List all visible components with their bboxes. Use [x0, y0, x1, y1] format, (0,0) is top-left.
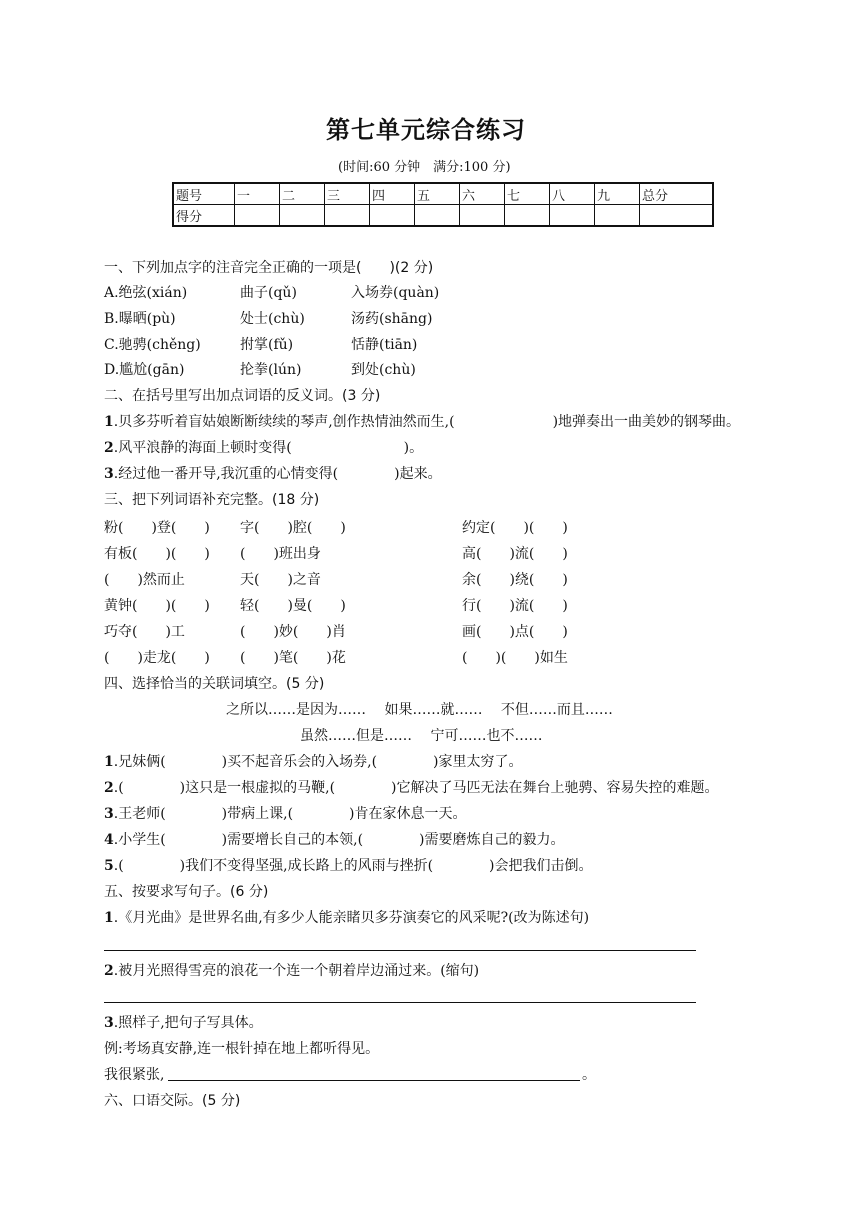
score-table	[172, 182, 714, 227]
option-c-1[interactable]: C.驰骋(chěng)	[104, 337, 201, 353]
answer-line[interactable]	[104, 1002, 696, 1003]
idiom-fill: 字( )腔( )	[240, 520, 346, 536]
question-text: 贝多芬听着盲姑娘断断续续的琴声,创作热情油然而生,( )地弹奏出一曲美妙的钢琴曲。	[118, 414, 741, 430]
question-text: .照样子,把句子写具体。	[113, 1015, 263, 1031]
question-2-1: 1.贝多芬听着盲姑娘断断续续的琴声,创作热情油然而生,( )地弹奏出一曲美妙的钢琴曲。	[104, 414, 741, 430]
sentence-prompt: 我很紧张,	[104, 1067, 165, 1083]
section-6-heading: 六、口语交际。(5 分)	[104, 1093, 241, 1109]
question-text: 经过他一番开导,我沉重的心情变得( )起来。	[118, 466, 442, 482]
question-number: 2	[104, 440, 114, 456]
idiom-fill: 余( )绕( )	[462, 572, 568, 588]
idiom-fill: 天( )之音	[240, 572, 321, 588]
section-1-heading: 一、下列加点字的注音完全正确的一项是( )(2 分)	[104, 260, 434, 276]
option-a-3: 入场券(quàn)	[351, 285, 440, 301]
score-cell: 七	[505, 183, 550, 205]
question-number: 3	[104, 1015, 114, 1031]
question-number: 1	[104, 910, 114, 926]
score-table-score-row	[173, 205, 713, 227]
score-cell: 八	[550, 183, 595, 205]
page-subtitle: (时间:60 分钟 满分:100 分)	[338, 160, 511, 175]
question-text: 小学生( )需要增长自己的本领,( )需要磨炼自己的毅力。	[118, 832, 565, 848]
question-number: 5	[104, 858, 114, 874]
question-4-2: 2.( )这只是一根虚拟的马鞭,( )它解决了马匹无法在舞台上驰骋、容易失控的难题。	[104, 780, 719, 796]
question-text: ( )这只是一根虚拟的马鞭,( )它解决了马匹无法在舞台上驰骋、容易失控的难题。	[118, 780, 719, 796]
score-input-cell[interactable]	[460, 205, 505, 227]
score-input-cell[interactable]	[235, 205, 280, 227]
option-b-2: 处士(chù)	[240, 311, 305, 327]
idiom-fill: 画( )点( )	[462, 624, 568, 640]
score-input-cell[interactable]	[640, 205, 714, 227]
answer-line[interactable]	[104, 950, 696, 951]
score-input-cell[interactable]	[550, 205, 595, 227]
question-2-2: 2.风平浪静的海面上顿时变得( )。	[104, 440, 424, 456]
option-d-3: 到处(chù)	[351, 362, 416, 378]
score-cell: 九	[595, 183, 640, 205]
question-4-1: 1.兄妹俩( )买不起音乐会的入场券,( )家里太穷了。	[104, 754, 523, 770]
score-table-header-row	[173, 183, 713, 205]
idiom-fill: ( )然而止	[104, 572, 185, 588]
score-input-cell[interactable]	[415, 205, 460, 227]
question-number: 4	[104, 832, 114, 848]
score-input-cell[interactable]	[595, 205, 640, 227]
question-2-3: 3.经过他一番开导,我沉重的心情变得( )起来。	[104, 466, 442, 482]
score-cell: 四	[370, 183, 415, 205]
option-c-2: 拊掌(fǔ)	[240, 337, 294, 353]
section-4-heading: 四、选择恰当的关联词填空。(5 分)	[104, 676, 325, 692]
option-d-2: 抡拳(lún)	[240, 362, 302, 378]
question-4-3: 3.王老师( )带病上课,( )肯在家休息一天。	[104, 806, 467, 822]
question-text: 王老师( )带病上课,( )肯在家休息一天。	[118, 806, 467, 822]
score-cell: 题号	[173, 183, 235, 205]
idiom-fill: ( )( )如生	[462, 650, 568, 666]
idiom-fill: ( )妙( )肖	[240, 624, 346, 640]
score-cell: 六	[460, 183, 505, 205]
option-d-1[interactable]: D.尴尬(gān)	[104, 362, 185, 378]
question-text: 风平浪静的海面上顿时变得( )。	[118, 440, 424, 456]
question-number: 3	[104, 806, 114, 822]
conjunction-options-line-2: 虽然……但是…… 宁可……也不……	[300, 728, 543, 744]
question-number: 3	[104, 466, 114, 482]
score-cell: 五	[415, 183, 460, 205]
score-input-cell[interactable]	[325, 205, 370, 227]
score-cell: 总分	[640, 183, 714, 205]
conjunction-options-line-1: 之所以……是因为…… 如果……就…… 不但……而且……	[226, 702, 613, 718]
question-5-2	[104, 961, 479, 981]
question-number: 1	[104, 754, 114, 770]
example-sentence: 例:考场真安静,连一根针掉在地上都听得见。	[104, 1041, 380, 1057]
option-b-1[interactable]: B.曝晒(pù)	[104, 311, 176, 327]
section-2-heading: 二、在括号里写出加点词语的反义词。(3 分)	[104, 388, 381, 404]
question-text: .被月光照得雪亮的浪花一个连一个朝着岸边涌过来。(缩句)	[113, 963, 480, 979]
question-5-3	[104, 1013, 263, 1033]
idiom-fill: 有板( )( )	[104, 546, 210, 562]
option-c-3: 恬静(tiān)	[351, 337, 418, 353]
score-cell: 一	[235, 183, 280, 205]
section-5-heading: 五、按要求写句子。(6 分)	[104, 884, 269, 900]
answer-line[interactable]	[168, 1080, 580, 1081]
sentence-end: 。	[582, 1067, 596, 1083]
question-text: .( )我们不变得坚强,成长路上的风雨与挫折( )会把我们击倒。	[113, 858, 593, 874]
score-input-cell[interactable]	[370, 205, 415, 227]
idiom-fill: ( )笔( )花	[240, 650, 346, 666]
question-text: 兄妹俩( )买不起音乐会的入场券,( )家里太穷了。	[118, 754, 523, 770]
question-4-4: 4.小学生( )需要增长自己的本领,( )需要磨炼自己的毅力。	[104, 832, 565, 848]
score-input-cell[interactable]	[280, 205, 325, 227]
question-5-1	[104, 908, 589, 928]
idiom-fill: 轻( )曼( )	[240, 598, 346, 614]
score-cell: 三	[325, 183, 370, 205]
section-3-heading: 三、把下列词语补充完整。(18 分)	[104, 492, 320, 508]
score-row-label: 得分	[173, 205, 235, 227]
question-text: .《月光曲》是世界名曲,有多少人能亲睹贝多芬演奏它的风采呢?(改为陈述句)	[113, 910, 590, 926]
idiom-fill: 约定( )( )	[462, 520, 568, 536]
score-input-cell[interactable]	[505, 205, 550, 227]
question-number: 2	[104, 963, 114, 979]
question-4-5	[104, 856, 593, 876]
idiom-fill: 粉( )登( )	[104, 520, 210, 536]
score-cell: 二	[280, 183, 325, 205]
option-a-2: 曲子(qǔ)	[240, 285, 297, 301]
option-b-3: 汤药(shāng)	[351, 311, 433, 327]
idiom-fill: 行( )流( )	[462, 598, 568, 614]
option-a-1[interactable]: A.绝弦(xián)	[104, 285, 188, 301]
idiom-fill: ( )班出身	[240, 546, 321, 562]
page-title: 第七单元综合练习	[326, 115, 526, 144]
idiom-fill: 黄钟( )( )	[104, 598, 210, 614]
question-number: 2	[104, 780, 114, 796]
idiom-fill: 巧夺( )工	[104, 624, 185, 640]
idiom-fill: ( )走龙( )	[104, 650, 210, 666]
idiom-fill: 高( )流( )	[462, 546, 568, 562]
question-number: 1	[104, 414, 114, 430]
